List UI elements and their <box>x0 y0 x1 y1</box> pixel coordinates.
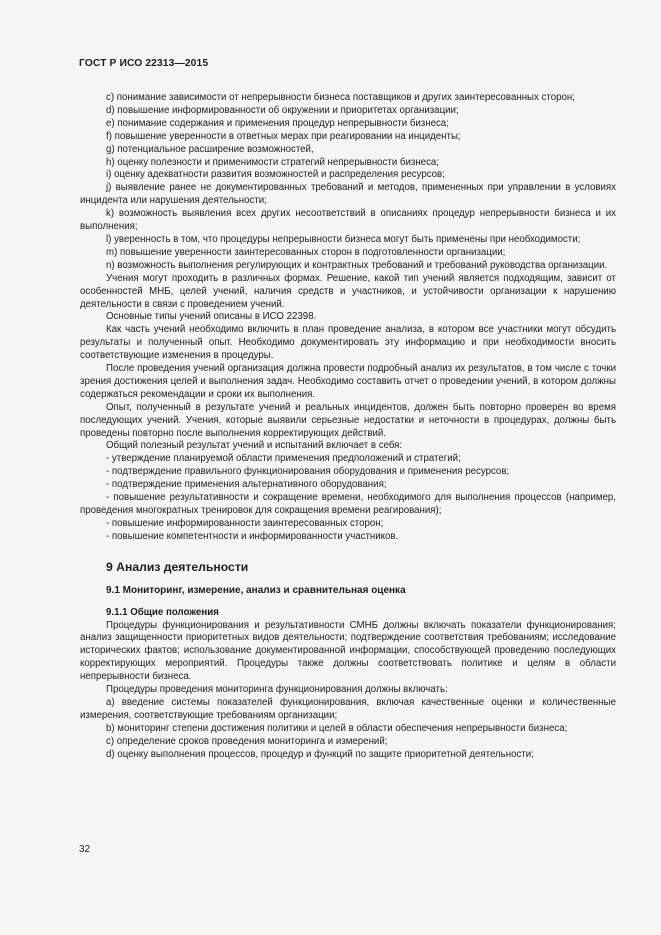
paragraph: Основные типы учений описаны в ИСО 22398. <box>106 311 317 323</box>
document-header: ГОСТ Р ИСО 22313—2015 <box>79 58 209 69</box>
paragraph: Процедуры функционирования и результативности СМНБ должны включать показатели функционирования; анализ защищенности приоритетных видов деятельности; подтверждение соответствия требованиям; исследование исторических фактов; использование документированной информации, способствующей проведению последующих корректирующих мероприятий. Процедуры также должны соответствовать политике и целям в области непрерывности бизнеса. <box>80 619 616 683</box>
paragraph: После проведения учений организация должна провести подробный анализ их результатов, в том числе с точки зрения достижения целей и выполнения задач. Необходимо составить отчет о проведении учений, в котором должны содержаться рекомендации и сроки их выполнения. <box>80 363 616 400</box>
list-item: b) мониторинг степени достижения политики и целей в области обеспечения непрерывности бизнеса; <box>106 722 568 734</box>
paragraph: Как часть учений необходимо включить в план проведение анализа, в котором все участники могут обсудить результаты и полученный опыт. Необходимо документировать эту информацию и при необходимости вносить соответствующие изменения в процедуры. <box>80 324 616 362</box>
list-item: d) оценку выполнения процессов, процедур и функций по защите приоритетной деятельности; <box>106 748 534 760</box>
list-item: m) повышение уверенности заинтересованных сторон в подготовленности организации; <box>106 246 506 258</box>
dash-item: - повышение информированности заинтересованных сторон; <box>106 517 384 529</box>
page-number: 32 <box>79 844 91 855</box>
paragraph: Опыт, полученный в результате учений и реальных инцидентов, должен быть повторно проверен во время последующих учений. Учения, которые выявили серьезные недостатки и неточности в процедурах, должны быть проведены повторно после выполнения корректирующих действий. <box>80 401 616 439</box>
section-heading: 9 Анализ деятельности <box>106 559 249 574</box>
list-item: n) возможность выполнения регулирующих и контрактных требований и требований руководства организации. <box>106 259 608 271</box>
paragraph: Процедуры проведения мониторинга функционирования должны включать: <box>106 684 448 696</box>
list-item: j) выявление ранее не документированных требований и методов, примененных при управлении в условиях инцидента или нарушения деятельности; <box>80 182 616 207</box>
dash-item: - подтверждение правильного функционирования оборудования и применения ресурсов; <box>106 466 510 478</box>
list-item: l) уверенность в том, что процедуры непрерывности бизнеса могут быть применены при необходимости; <box>106 233 581 245</box>
page-body <box>80 92 616 762</box>
paragraph: Общий полезный результат учений и испытаний включает в себя: <box>106 440 403 452</box>
list-item: h) оценку полезности и применимости стратегий непрерывности бизнеса; <box>106 156 439 168</box>
subsubsection-heading: 9.1.1 Общие положения <box>106 606 219 618</box>
list-item: k) возможность выявления всех других несоответствий в описаниях процедур непрерывности бизнеса и их выполнения; <box>80 208 616 233</box>
dash-item: - повышение результативности и сокращение времени, необходимого для выполнения процессов (например, проведения многократных тренировок для сокращения времени реагирования); <box>80 492 616 516</box>
dash-item: - утверждение планируемой области применения предположений и стратегий; <box>106 453 461 465</box>
dash-item: - подтверждение применения альтернативного оборудования; <box>106 479 387 491</box>
list-item: i) оценку адекватности развития возможностей и распределения ресурсов; <box>106 169 445 181</box>
list-item: c) понимание зависимости от непрерывности бизнеса поставщиков и других заинтересованных сторон; <box>106 92 575 103</box>
subsection-heading: 9.1 Мониторинг, измерение, анализ и сравнительная оценка <box>106 584 406 596</box>
paragraph: Учения могут проходить в различных формах. Решение, какой тип учений является подходящим, зависит от особенностей МНБ, целей учений, наличия средств и участников, и устойчивости организации к нарушению деятельности в связи с проведением учений. <box>80 272 616 310</box>
list-item: c) определение сроков проведения мониторинга и измерений; <box>106 735 388 747</box>
list-item: d) повышение информированности об окружении и приоритетах организации; <box>106 104 459 116</box>
list-item: g) потенциальное расширение возможностей, <box>106 143 314 155</box>
list-item: a) введение системы показателей функционирования, включая качественные оценки и количественные измерения, соответствующие требованиям организации; <box>80 696 616 721</box>
list-item: f) повышение уверенности в ответных мерах при реагировании на инциденты; <box>106 130 461 142</box>
list-item: e) понимание содержания и применения процедур непрерывности бизнеса; <box>106 117 449 129</box>
dash-item: - повышение компетентности и информированности участников. <box>106 530 399 542</box>
